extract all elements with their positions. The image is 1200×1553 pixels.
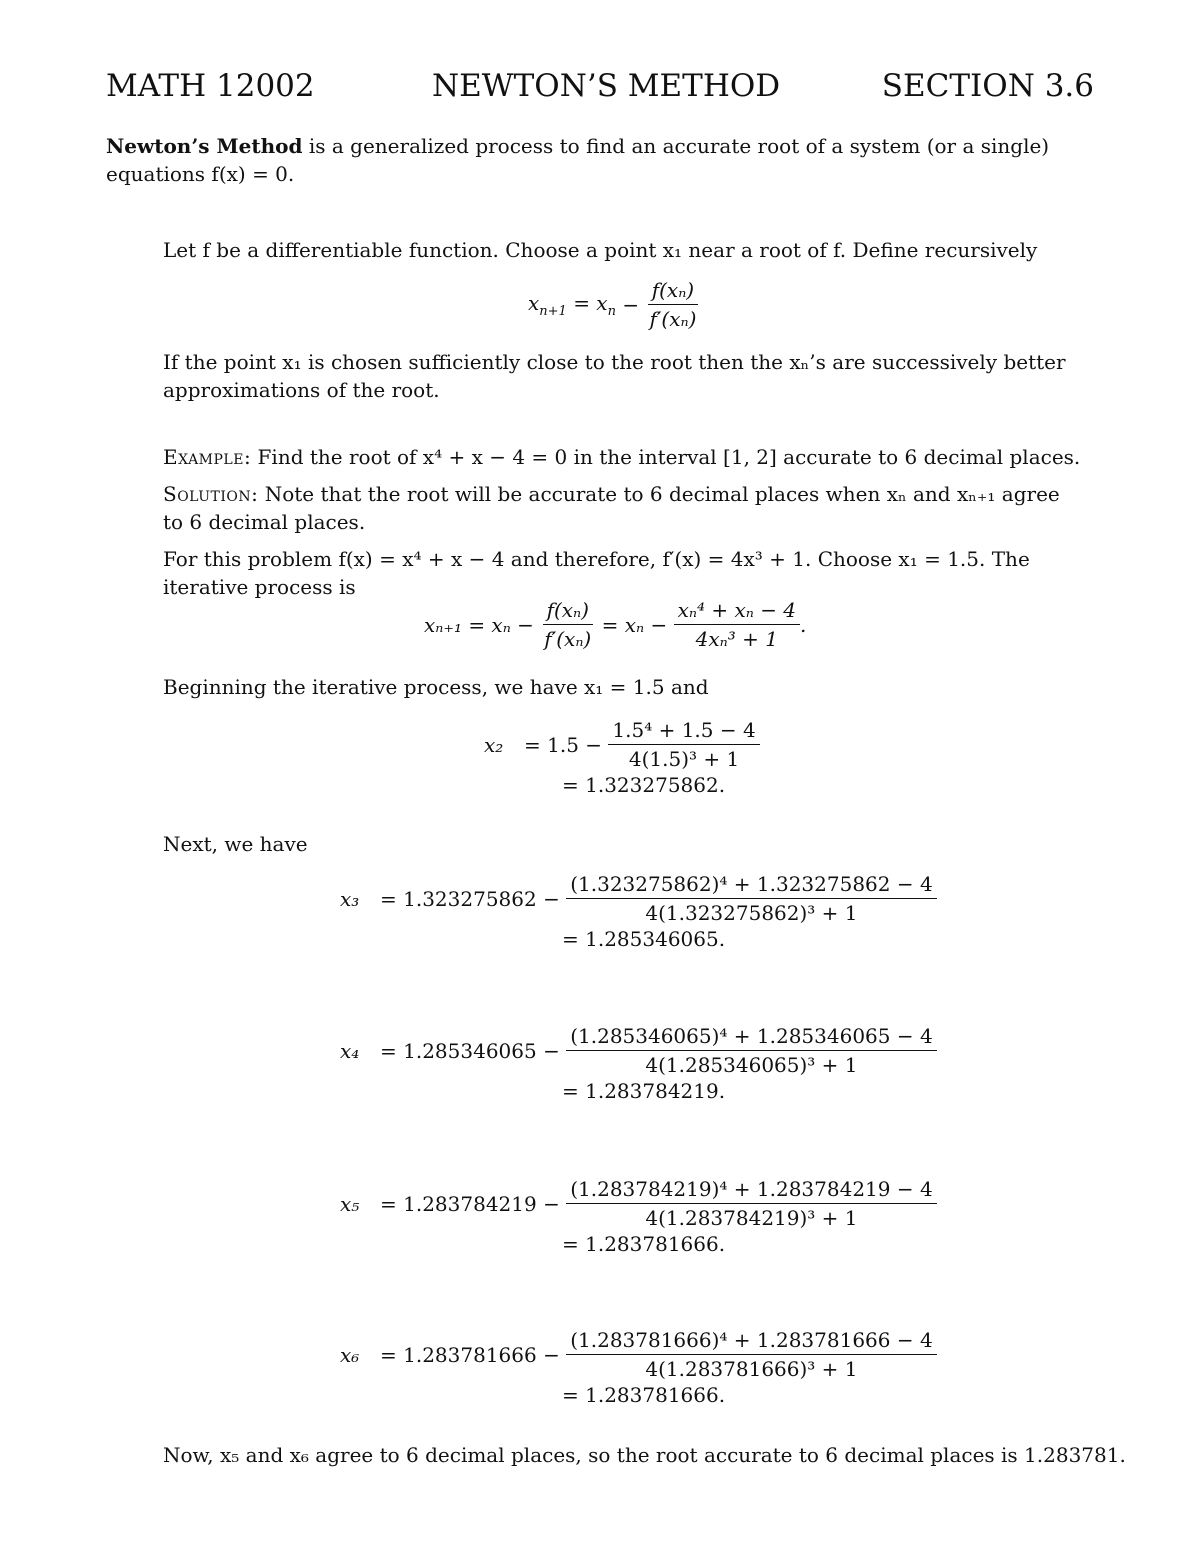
iteration-formula: xₙ₊₁ = xₙ − $\frac{\text{f(xₙ)}}{\text{f′(xₙ)}}$ = xₙ − $\frac{\text{xₙ⁴ + xₙ − 4}}{\text{4xₙ³ + 1}}$ .: [424, 598, 807, 651]
final-statement: Now, x₅ and x₆ agree to 6 decimal places, so the root accurate to 6 decimal places is 1.283781.: [163, 1443, 1126, 1467]
x2-result: = 1.323275862.: [562, 773, 726, 797]
solution-line-2: to 6 decimal places.: [163, 510, 366, 534]
problem-line-1: For this problem f(x) = x⁴ + x − 4 and therefore, f′(x) = 4x³ + 1. Choose x₁ = 1.5. The: [163, 547, 1030, 571]
intro-line-1: [106, 132, 1049, 160]
next-line: Next, we have: [163, 832, 308, 856]
iter-mid: = xₙ −: [601, 612, 668, 637]
conclusion-line-1: If the point x₁ is chosen sufficiently close to the root then the xₙ’s are successively better: [163, 350, 1066, 374]
iteration-x3: x₃ = 1.323275862 − $\frac{\text{(1.323275862)⁴ + 1.323275862 − 4}}{\text{4(1.323275862)³ + 1}}$ = 1.285346065.: [340, 872, 937, 951]
formula-denominator: f′(xₙ): [649, 307, 697, 331]
problem-line-2: iterative process is: [163, 575, 356, 599]
x3-result: = 1.285346065.: [562, 927, 726, 951]
x6-result: = 1.283781666.: [562, 1383, 726, 1407]
section-label: SECTION 3.6: [881, 68, 1094, 104]
intro-rest: is a generalized process to find an accurate root of a system (or a single): [302, 134, 1050, 158]
definition-line: Let f be a differentiable function. Choose a point x₁ near a root of f. Define recursively: [163, 238, 1038, 262]
solution-label: Solution:: [163, 482, 259, 506]
example-label: Example:: [163, 445, 252, 469]
page-title: NEWTON’S METHOD: [432, 68, 781, 104]
iteration-x4: x₄ = 1.285346065 − $\frac{\text{(1.285346065)⁴ + 1.285346065 − 4}}{\text{4(1.285346065)³ + 1}}$ = 1.283784219.: [340, 1024, 937, 1103]
begin-line: Beginning the iterative process, we have x₁ = 1.5 and: [163, 675, 709, 699]
recursion-formula: [528, 278, 700, 331]
course-code: MATH 12002: [106, 68, 315, 104]
iter-lhs: xₙ₊₁ = xₙ −: [424, 612, 534, 637]
iter-fraction-2: $\frac{\text{xₙ⁴ + xₙ − 4}}{\text{4xₙ³ + 1}}$: [674, 598, 800, 651]
formula-fraction: [645, 278, 700, 331]
formula-mid: = $x_n$: [573, 290, 616, 319]
iteration-x5: x₅ = 1.283784219 − $\frac{\text{(1.283784219)⁴ + 1.283784219 − 4}}{\text{4(1.283784219)³ + 1}}$ = 1.283781666.: [340, 1177, 937, 1256]
conclusion-line-2: approximations of the root.: [163, 378, 440, 402]
intro-line-2: equations f(x) = 0.: [106, 162, 295, 186]
iter-fraction-1: $\frac{\text{f(xₙ)}}{\text{f′(xₙ)}}$: [544, 598, 592, 651]
formula-lhs: $x_{n+1}$: [528, 290, 567, 319]
formula-minus: −: [622, 292, 640, 317]
x4-result: = 1.283784219.: [562, 1079, 726, 1103]
solution-line-1: Solution: Note that the root will be accurate to 6 decimal places when xₙ and xₙ₊₁ agree: [163, 482, 1060, 506]
example-text: Find the root of x⁴ + x − 4 = 0 in the interval [1, 2] accurate to 6 decimal places.: [251, 445, 1081, 469]
iteration-x6: x₆ = 1.283781666 − $\frac{\text{(1.283781666)⁴ + 1.283781666 − 4}}{\text{4(1.283781666)³ + 1}}$ = 1.283781666.: [340, 1328, 937, 1407]
formula-numerator: f(xₙ): [648, 278, 698, 305]
x5-result: = 1.283781666.: [562, 1232, 726, 1256]
example-statement: [163, 443, 1080, 471]
iteration-x2: x₂ = 1.5 − $\frac{\text{1.5⁴ + 1.5 − 4}}{\text{4(1.5)³ + 1}}$ = 1.323275862.: [484, 718, 760, 797]
intro-term: Newton’s Method: [106, 134, 303, 158]
